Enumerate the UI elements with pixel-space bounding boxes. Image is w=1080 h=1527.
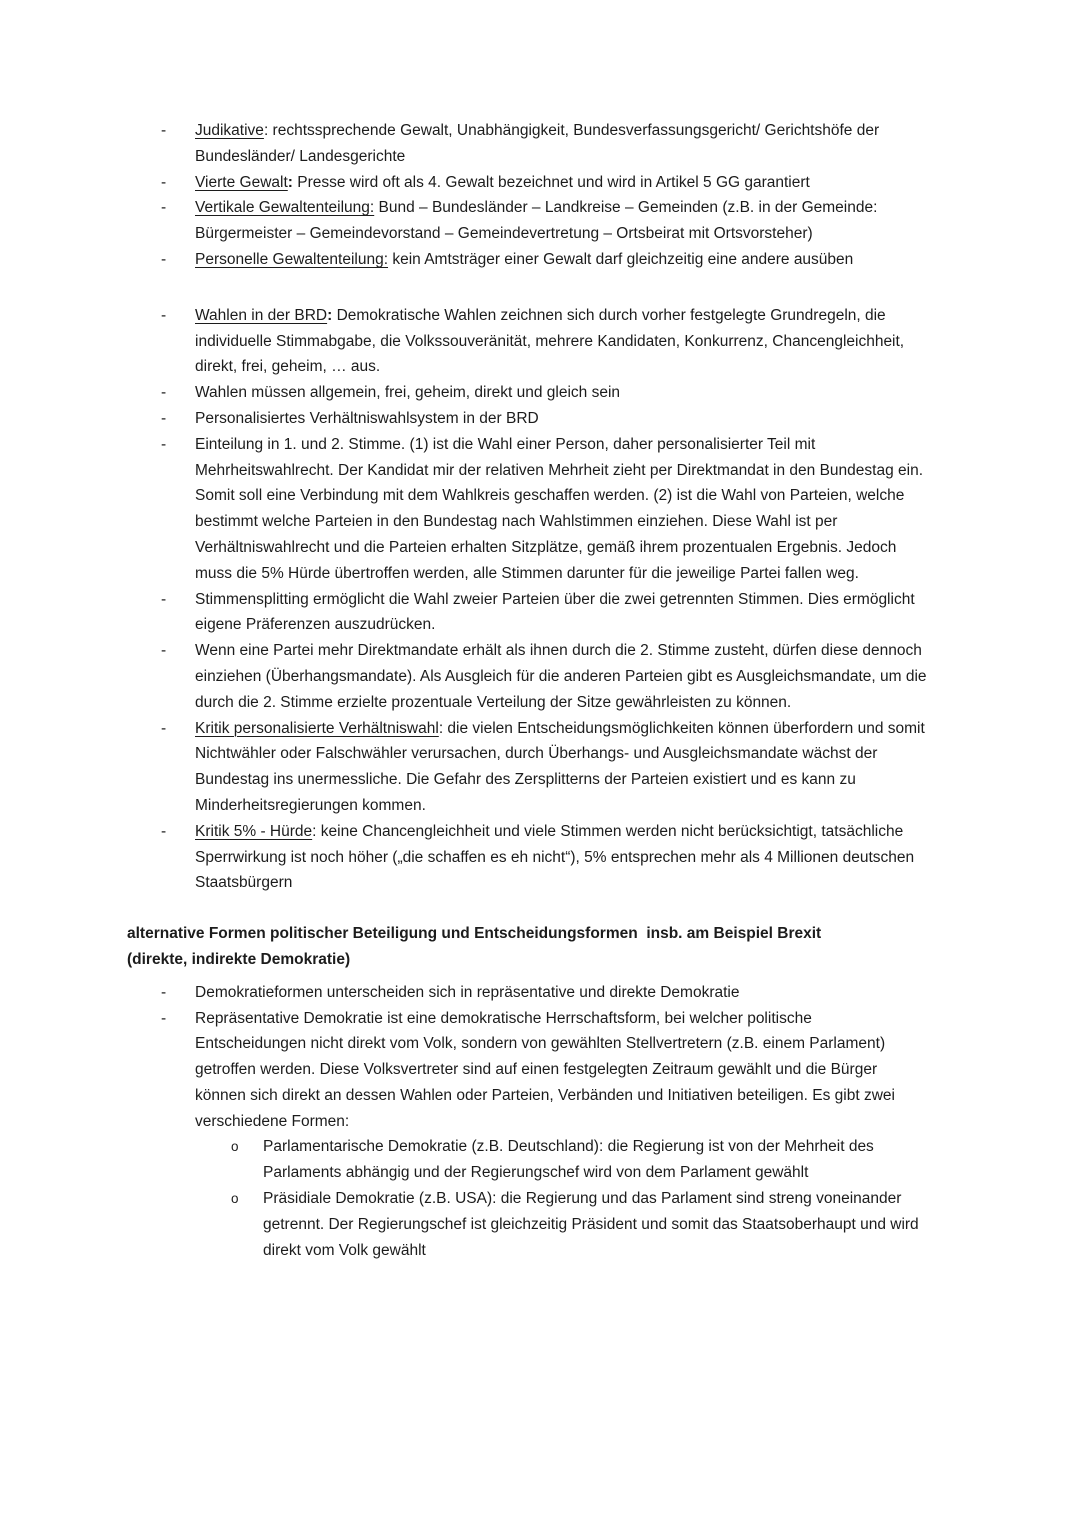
- circle-bullet-marker: o: [231, 1191, 239, 1207]
- list-item-text: [195, 642, 927, 711]
- dash-bullet-marker: -: [161, 719, 167, 737]
- list-item: [127, 587, 927, 639]
- list-item: [127, 195, 927, 247]
- list-item-text: [195, 436, 923, 582]
- list-item: [127, 716, 927, 819]
- list-item: [127, 1006, 927, 1135]
- list-item-text: [263, 1138, 874, 1181]
- list-item: [127, 432, 927, 587]
- document-body: [127, 118, 927, 1263]
- text-segment: kein Amtsträger einer Gewalt darf gleichzeitig eine andere ausüben: [388, 250, 854, 268]
- list-item-text: [195, 307, 904, 376]
- list-item-text: [195, 122, 879, 165]
- list-item: [127, 380, 927, 406]
- sub-list-item: [127, 1134, 927, 1186]
- text-segment: :: [327, 306, 333, 324]
- dash-bullet-marker: -: [161, 409, 167, 427]
- section-heading-line: alternative Formen politischer Beteiligung und Entscheidungsformen insb. am Beispiel Brexit: [127, 925, 822, 943]
- list-item-text: [195, 591, 915, 634]
- text-segment: Presse wird oft als 4. Gewalt bezeichnet und wird in Artikel 5 GG garantiert: [292, 173, 810, 191]
- list-item: [127, 638, 927, 715]
- text-segment: Demokratieformen unterscheiden sich in repräsentative und direkte Demokratie: [195, 983, 740, 1001]
- list-item: [127, 118, 927, 170]
- list-item: [127, 406, 927, 432]
- paragraph-spacer: [127, 273, 927, 303]
- text-segment: Einteilung in 1. und 2. Stimme. (1) ist die Wahl einer Person, daher personalisierter Teil mit Mehrheitswahlrecht. Der Kandidat mir der relativen Mehrheit zieht per Direktmandat in den Bundestag ein. Somit soll eine Verbindung mit dem Wahlkreis geschaffen werden. (2) ist die Wahl von Parteien, welche bestimmt welche Parteien in den Bundestag nach Wahlstimmen einziehen. Diese Wahl ist per Verhältniswahlrecht und die Parteien erhalten Sitzplätze, gemäß ihrem prozentualen Ergebnis. Jedoch muss die 5% Hürde übertroffen werden, alle Stimmen darunter für die jeweilige Partei fallen weg.: [195, 435, 924, 582]
- dash-bullet-marker: -: [161, 122, 167, 139]
- text-segment: :: [287, 173, 293, 191]
- dash-bullet-marker: -: [161, 250, 167, 268]
- text-segment: Präsidiale Demokratie (z.B. USA): die Regierung und das Parlament sind streng voneinander getrennt. Der Regierungschef ist gleichzeitig Präsident und somit das Staatsoberhaupt und wird direkt vom Volk gewählt: [263, 1190, 919, 1259]
- list-item-text: [195, 984, 740, 1001]
- sub-list-item: [127, 1186, 927, 1263]
- text-segment: Wahlen in der BRD: [195, 306, 328, 324]
- list-item: [127, 247, 927, 273]
- list-item-text: [195, 1010, 895, 1130]
- circle-bullet-marker: o: [231, 1139, 239, 1155]
- list-item-text: [195, 174, 810, 191]
- text-segment: Demokratische Wahlen zeichnen sich durch vorher festgelegte Grundregeln, die individuelle Stimmabgabe, die Volkssouveränität, mehrere Kandidaten, Konkurrenz, Chancengleichheit, direkt, frei, geheim, … aus.: [195, 306, 905, 376]
- dash-bullet-marker: -: [161, 435, 167, 453]
- list-item-text: [195, 199, 877, 242]
- text-segment: Stimmensplitting ermöglicht die Wahl zweier Parteien über die zwei getrennten Stimmen. Dies ermöglicht eigene Präferenzen auszudrücken.: [195, 590, 915, 634]
- dash-bullet-marker: -: [161, 822, 167, 840]
- text-segment: Parlamentarische Demokratie (z.B. Deutschland): die Regierung ist von der Mehrheit des Parlaments abhängig und der Regierungschef wird von dem Parlament gewählt: [263, 1138, 874, 1182]
- dash-bullet-marker: -: [161, 306, 167, 324]
- list-item-text: [195, 410, 539, 427]
- list-item: [127, 819, 927, 896]
- list-item-text: [263, 1190, 919, 1259]
- dash-bullet-marker: -: [161, 384, 167, 402]
- dash-bullet-marker: -: [161, 199, 167, 217]
- section-heading: [127, 921, 927, 973]
- dash-bullet-marker: -: [161, 983, 167, 1001]
- text-segment: : rechtssprechende Gewalt, Unabhängigkeit, Bundesverfassungsgericht/ Gerichtshöfe der Bundesländer/ Landesgerichte: [195, 122, 880, 165]
- text-segment: Repräsentative Demokratie ist eine demokratische Herrschaftsform, bei welcher politische Entscheidungen nicht direkt vom Volk, sondern von gewählten Stellvertretern (z.B. einem Parlament) getroffen werden. Diese Volksvertreter sind auf einen festgelegten Zeitraum gewählt und die Bürger können sich direkt an dessen Wahlen oder Parteien, Verbänden und Initiativen beteiligen. Es gibt zwei verschiedene Formen:: [195, 1009, 895, 1130]
- text-segment: Vertikale Gewaltenteilung:: [195, 199, 375, 217]
- section-heading-line: (direkte, indirekte Demokratie): [127, 950, 351, 968]
- list-item-text: [195, 720, 925, 814]
- text-segment: Wenn eine Partei mehr Direktmandate erhält als ihnen durch die 2. Stimme zusteht, dürfen diese dennoch einziehen (Überhangsmandate). Als Ausgleich für die anderen Parteien gibt es Ausgleichsmandate, um die durch die 2. Stimme erzielte prozentuale Verteilung der Sitze gewährleisten zu können.: [195, 642, 927, 711]
- list-item-text: [195, 823, 914, 892]
- text-segment: : die vielen Entscheidungsmöglichkeiten können überfordern und somit Nichtwähler oder Falschwähler verursachen, durch Überhangs- und Ausgleichsmandate wächst der Bundestag ins unermessliche. Die Gefahr des Zersplitterns der Parteien existiert und es kann zu Minderheitsregierungen kommen.: [195, 719, 925, 814]
- list-item: [127, 303, 927, 380]
- dash-bullet-marker: -: [161, 590, 167, 608]
- dash-bullet-marker: -: [161, 642, 167, 660]
- dash-bullet-marker: -: [161, 173, 167, 191]
- text-segment: : keine Chancengleichheit und viele Stimmen werden nicht berücksichtigt, tatsächliche Sperrwirkung ist noch höher („die schaffen es eh nicht“), 5% entsprechen mehr als 4 Millionen deutschen Staatsbürgern: [195, 822, 915, 892]
- text-segment: Kritik personalisierte Verhältniswahl: [195, 719, 439, 737]
- list-item-text: [195, 251, 853, 268]
- text-segment: Personalisiertes Verhältniswahlsystem in der BRD: [195, 409, 539, 427]
- text-segment: Bund – Bundesländer – Landkreise – Gemeinden (z.B. in der Gemeinde: Bürgermeister – Gemeindevorstand – Gemeindevertretung – Ortsbeirat mit Ortsvorsteher): [195, 199, 878, 243]
- list-item: [127, 170, 927, 196]
- text-segment: Judikative: [195, 122, 264, 139]
- list-item: [127, 980, 927, 1006]
- text-segment: Kritik 5% - Hürde: [195, 822, 313, 840]
- text-segment: Vierte Gewalt: [195, 173, 288, 191]
- text-segment: Personelle Gewaltenteilung:: [195, 250, 389, 268]
- text-segment: Wahlen müssen allgemein, frei, geheim, direkt und gleich sein: [195, 384, 621, 402]
- dash-bullet-marker: -: [161, 1009, 167, 1027]
- list-item-text: [195, 384, 620, 401]
